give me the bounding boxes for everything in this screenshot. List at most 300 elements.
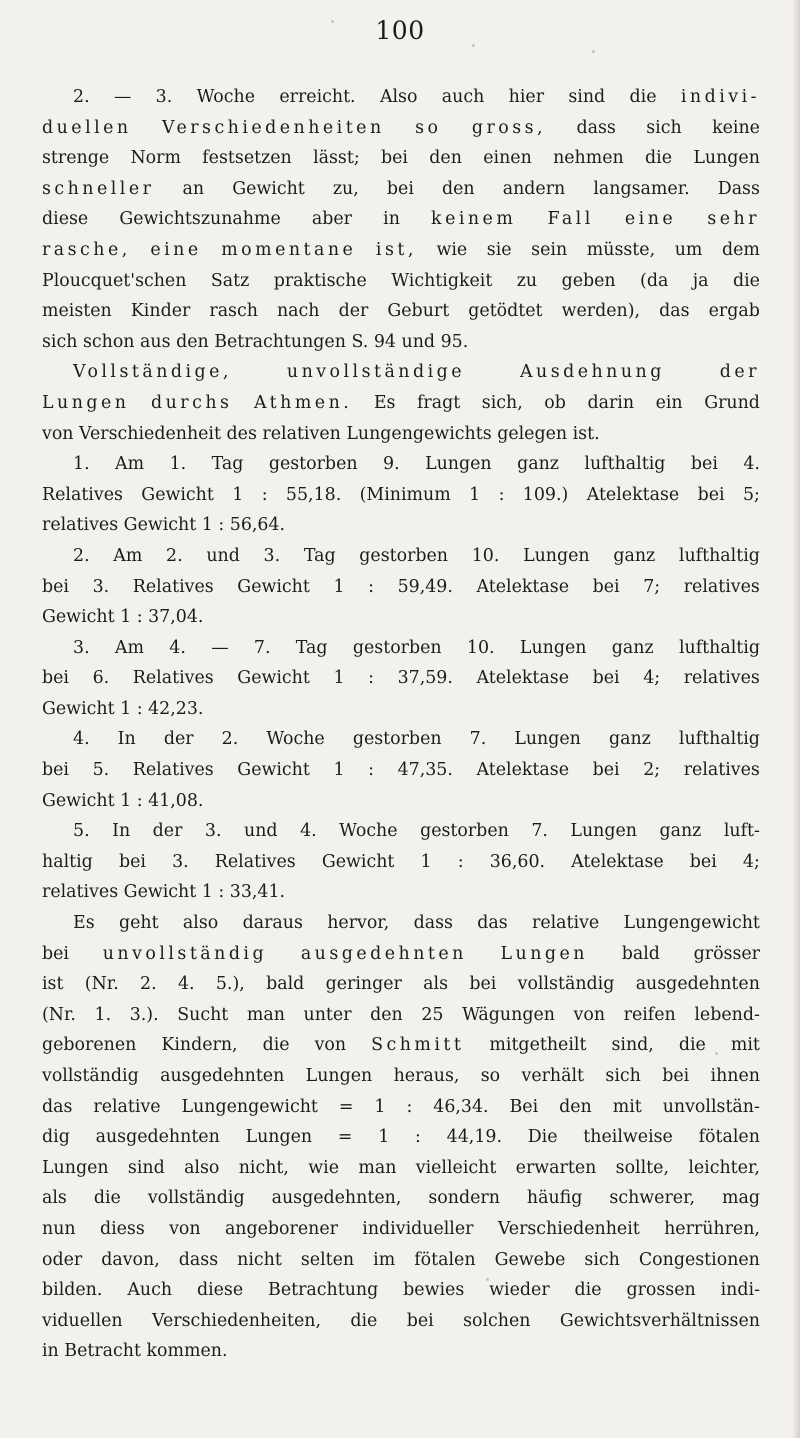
word: Grund (704, 392, 760, 413)
word: die (574, 1280, 602, 1301)
word: fötalen (698, 1127, 760, 1148)
word: Verschiedenheiten (162, 117, 385, 138)
text-line (42, 572, 760, 603)
word: Betracht (64, 1341, 141, 1362)
word: Congestionen (638, 1249, 760, 1270)
word: Verschiedenheit (497, 1218, 640, 1239)
word: relative (93, 1096, 161, 1117)
word: ausgedehnten (160, 1066, 285, 1086)
word: Lungen (693, 148, 760, 169)
word: ganz (611, 637, 654, 658)
word: — (211, 637, 229, 658)
text-line (42, 633, 760, 664)
word: 2. (166, 545, 183, 566)
word: Betrachtung (268, 1280, 379, 1301)
word: den (442, 178, 475, 199)
word: (da (640, 270, 669, 291)
word: bei (662, 1066, 690, 1086)
word: getödtet (468, 301, 543, 322)
word: 1 (378, 1127, 390, 1148)
word: : (136, 607, 143, 628)
word: Gewicht (42, 698, 115, 719)
word: 1 (333, 668, 345, 689)
word: luft- (723, 821, 760, 842)
text-line (42, 877, 760, 908)
body-text (42, 82, 760, 1367)
word: Es (73, 913, 95, 934)
word: Verschiedenheiten, (152, 1310, 321, 1331)
word: in (42, 1341, 59, 1362)
word: 44,19. (446, 1127, 502, 1148)
word: Woche (266, 729, 325, 750)
word: müsste, (586, 239, 656, 260)
word: : (457, 851, 464, 872)
word: unvollstän- (662, 1096, 760, 1117)
word: 4. (300, 821, 317, 842)
word: bei (406, 1310, 434, 1331)
text-line (42, 235, 760, 266)
word: den (559, 1096, 592, 1117)
word: bei (592, 576, 620, 597)
text-line (42, 510, 760, 541)
word: lässt; (313, 148, 360, 169)
word: sind (568, 87, 606, 107)
word: Kindern, (161, 1035, 238, 1056)
word: indi- (720, 1280, 760, 1301)
word: nicht, (238, 1157, 289, 1178)
word: individueller (362, 1218, 474, 1239)
word: Lungen (500, 943, 588, 964)
word: und (244, 821, 278, 842)
word: ausgedehnten (635, 974, 760, 995)
word: relative (532, 913, 600, 934)
word: 1. (73, 454, 90, 475)
word: um (674, 239, 703, 260)
word: 42,23. (148, 698, 204, 719)
word: ja (692, 270, 709, 291)
word: Am (114, 637, 144, 658)
word: geringer (325, 974, 402, 995)
word: keinem (431, 209, 517, 230)
word: so (480, 1066, 501, 1086)
word: 4. (177, 974, 195, 995)
text-line (42, 113, 760, 144)
text-line (42, 602, 760, 633)
word: aber (311, 209, 352, 230)
word: den (370, 1004, 403, 1025)
word: bei (592, 760, 620, 781)
word: Gewicht (237, 576, 310, 597)
word: vollständig (147, 1188, 245, 1209)
word: 4. (743, 454, 760, 475)
word: bei (42, 576, 69, 597)
word: in (383, 209, 400, 230)
word: Gewebe (494, 1249, 566, 1270)
word: momentane (221, 239, 357, 260)
word: Gewicht (123, 882, 197, 903)
word: bei (42, 760, 69, 781)
word: mit (730, 1035, 760, 1056)
word: ob (544, 392, 566, 413)
word: 1 (201, 515, 213, 536)
word: : (136, 790, 143, 811)
word: bei (697, 484, 725, 505)
word: : (368, 668, 374, 689)
word: Gewicht (321, 851, 395, 872)
word: die (645, 148, 673, 169)
word: ist. (572, 423, 600, 444)
word: die (732, 270, 760, 291)
word: bei (381, 148, 408, 169)
word: 2; (643, 760, 661, 781)
word: Gewichtszunahme (119, 209, 281, 230)
word: Ploucquet'schen (42, 270, 187, 291)
word: des (226, 423, 257, 444)
word: wie (436, 239, 468, 260)
word: 3. (204, 821, 222, 842)
word: der (163, 729, 194, 750)
word: 1. (94, 1004, 112, 1025)
word: Relatives (42, 484, 123, 505)
text-line (42, 1000, 760, 1031)
word: unvollständige (286, 362, 466, 383)
word: im (373, 1249, 396, 1270)
text-line (42, 694, 760, 725)
word: Ausdehnung (519, 362, 665, 383)
word: Lungen (245, 1127, 313, 1148)
word: sondern (428, 1188, 500, 1209)
word: ausgedehnten, (271, 1188, 402, 1209)
word: das (477, 913, 508, 934)
word: Woche (196, 87, 256, 107)
word: = (337, 1127, 353, 1148)
word: 2. (140, 974, 157, 995)
text-line (42, 939, 760, 970)
word: indivi- (680, 87, 760, 107)
word: verhält (521, 1066, 585, 1086)
word: lufthaltig (678, 545, 760, 566)
text-line (42, 1275, 760, 1306)
word: diess (99, 1218, 145, 1239)
text-line (42, 663, 760, 694)
word: 1. (169, 454, 187, 475)
word: Betrachtungen (214, 331, 346, 352)
word: mitgetheilt (489, 1035, 587, 1056)
word: : (368, 576, 374, 597)
word: 37,04. (148, 607, 204, 628)
word: wie (308, 1157, 340, 1178)
word: sich (584, 1249, 620, 1270)
word: man (246, 1004, 285, 1025)
word: dass (178, 1249, 219, 1270)
text-line (42, 1153, 760, 1184)
word: schon (82, 331, 135, 352)
word: Relatives (132, 576, 214, 597)
word: bei (42, 943, 69, 964)
word: meisten (42, 301, 112, 322)
word: sollte, (615, 1157, 669, 1178)
word: bei (386, 178, 414, 199)
text-line (42, 1061, 760, 1092)
word: lebend- (694, 1004, 760, 1025)
word: bilden. (42, 1280, 103, 1301)
word: sich, (481, 392, 523, 413)
word: 1 (333, 760, 345, 781)
word: sie (486, 239, 512, 260)
word: : (218, 515, 225, 536)
word: Relatives (132, 668, 214, 689)
word: kommen. (146, 1341, 228, 1362)
word: darin (587, 392, 635, 413)
text-line (42, 724, 760, 755)
text-line (42, 449, 760, 480)
word: ganz (659, 821, 702, 842)
word: die (350, 1310, 378, 1331)
word: gestorben (420, 821, 509, 842)
word: 1 (420, 851, 432, 872)
word: ausgedehnten (95, 1127, 220, 1148)
word: 109.) (522, 484, 569, 505)
word: gestorben (359, 545, 449, 566)
word: 5. (73, 821, 90, 842)
word: vollständig (517, 974, 615, 995)
word: wieder (489, 1280, 550, 1301)
word: dass (576, 117, 616, 138)
word: sein (531, 239, 568, 260)
word: aus (140, 331, 171, 352)
word: 2. (73, 87, 90, 107)
word: 7. (253, 637, 271, 658)
word: Lungen (305, 1066, 373, 1086)
word: gross, (471, 117, 547, 138)
word: Norm (130, 148, 181, 169)
word: ist, (375, 239, 417, 260)
word: : (498, 484, 505, 505)
word: ergab (708, 301, 760, 322)
word: lufthaltig (678, 637, 760, 658)
word: 1 (201, 882, 213, 903)
text-line (42, 816, 760, 847)
word: zu, (332, 178, 359, 199)
word: Woche (339, 821, 398, 842)
word: 3. (73, 637, 90, 658)
word: Lungengewichts (346, 423, 492, 444)
word: eine (624, 209, 677, 230)
word: festsetzen (202, 148, 292, 169)
word: bei (469, 974, 497, 995)
text-line (42, 174, 760, 205)
text-line (42, 847, 760, 878)
word: sich (646, 117, 682, 138)
word: Gewicht (42, 607, 115, 628)
word: 56,64. (229, 515, 286, 536)
word: oder (42, 1249, 83, 1270)
word: : (218, 882, 225, 903)
word: 10. (471, 545, 500, 566)
word: : (406, 1096, 413, 1117)
page-edge-shadow (792, 0, 800, 1438)
word: 4. (73, 729, 90, 750)
word: mag (722, 1188, 760, 1209)
word: 4; (742, 851, 760, 872)
word: erreicht. (279, 87, 356, 107)
word: von (314, 1035, 347, 1056)
word: rasch (209, 301, 258, 322)
word: 3. (172, 851, 189, 872)
word: 7. (531, 821, 548, 842)
word: vollständig (42, 1066, 139, 1086)
word: gestorben (352, 729, 442, 750)
word: und (206, 545, 240, 566)
word: bei (592, 668, 620, 689)
word: sehr (707, 209, 760, 230)
word: viduellen (42, 1310, 123, 1331)
word: nehmen (553, 148, 624, 169)
word: Gewicht (123, 515, 197, 536)
text-line (42, 82, 760, 113)
word: 9. (383, 454, 400, 475)
word: praktische (273, 270, 367, 291)
word: ihnen (710, 1066, 760, 1086)
word: 47,35. (397, 760, 453, 781)
word: von (573, 1004, 606, 1025)
word: fragt (416, 392, 461, 413)
word: 25 (421, 1004, 444, 1025)
word: einen (483, 148, 532, 169)
word: geht (118, 913, 159, 934)
word: Bei (509, 1096, 539, 1117)
word: sind, (611, 1035, 654, 1056)
word: Schmitt (371, 1035, 465, 1056)
word: vielleicht (415, 1157, 497, 1178)
word: 3. (263, 545, 281, 566)
word: : (368, 760, 374, 781)
word: 95. (440, 331, 469, 352)
word: Wichtigkeit (391, 270, 493, 291)
word: nach (276, 301, 320, 322)
word: 2. (73, 545, 90, 566)
word: 10. (466, 637, 495, 658)
word: dass (413, 913, 453, 934)
word: sich (605, 1066, 641, 1086)
word: Lungen (519, 637, 587, 658)
word: Atelektase (586, 484, 680, 505)
word: 33,41. (229, 882, 286, 903)
text-line (42, 1336, 760, 1367)
word: bei (118, 851, 146, 872)
word: fötalen (414, 1249, 476, 1270)
word: Atelektase (476, 760, 569, 781)
word: Am (115, 454, 145, 475)
word: auch (441, 87, 485, 107)
word: ganz (608, 729, 651, 750)
word: : (136, 698, 143, 719)
text-line (42, 388, 760, 419)
word: Gewichtsverhältnissen (559, 1310, 760, 1331)
word: Tag (211, 454, 244, 475)
word: also (182, 913, 219, 934)
word: (Nr. (84, 974, 119, 995)
word: lufthaltig (678, 729, 760, 750)
word: 55,18. (285, 484, 342, 505)
word: grösser (693, 943, 760, 964)
print-speck (592, 50, 595, 53)
word: als (42, 1188, 67, 1209)
word: solchen (463, 1310, 531, 1331)
word: das (42, 1096, 73, 1117)
text-line (42, 969, 760, 1000)
word: Dass (717, 178, 760, 199)
word: 1 (333, 576, 345, 597)
word: Tag (295, 637, 328, 658)
word: reifen (623, 1004, 676, 1025)
word: rasche, (42, 239, 131, 260)
word: selten (300, 1249, 355, 1270)
word: Am (113, 545, 143, 566)
word: Gewicht (141, 484, 214, 505)
word: das (659, 301, 690, 322)
word: Lungen (514, 729, 581, 750)
word: der (719, 362, 760, 383)
word: bei (689, 851, 717, 872)
word: Relatives (214, 851, 296, 872)
word: bei (42, 668, 69, 689)
word: Gewicht (237, 760, 310, 781)
word: 46,34. (433, 1096, 489, 1117)
word: 5.), (215, 974, 245, 995)
word: Lungen (523, 545, 590, 566)
word: sich (42, 331, 78, 352)
word: relativen (262, 423, 341, 444)
word: : (261, 484, 268, 505)
word: 2. (221, 729, 239, 750)
text-line (42, 357, 760, 388)
word: 94 (373, 331, 396, 352)
word: relatives (683, 760, 760, 781)
word: so (415, 117, 442, 138)
word: und (401, 331, 436, 352)
word: diese (42, 209, 89, 230)
text-line (42, 1214, 760, 1245)
word: unter (303, 1004, 352, 1025)
word: leichter, (688, 1157, 760, 1178)
word: gelegen (497, 423, 568, 444)
word: Satz (210, 270, 250, 291)
word: Verschiedenheit (79, 423, 221, 444)
text-line (42, 327, 760, 358)
word: also (184, 1157, 220, 1178)
text-line (42, 1183, 760, 1214)
word: angeborener (224, 1218, 338, 1239)
text-line (42, 1245, 760, 1276)
word: ganz (517, 454, 559, 475)
word: In (117, 729, 136, 750)
word: daraus (242, 913, 303, 934)
word: die (678, 1035, 706, 1056)
word: 1 (120, 790, 132, 811)
word: S. (351, 331, 369, 352)
word: 3. (92, 576, 110, 597)
word: der (338, 301, 369, 322)
word: Sucht (177, 1004, 229, 1025)
text-line (42, 296, 760, 327)
word: strenge (42, 148, 110, 169)
word: 5; (742, 484, 760, 505)
print-speck (472, 44, 475, 47)
word: 6. (92, 668, 110, 689)
word: Athmen. (253, 392, 353, 413)
word: 5. (92, 760, 110, 781)
